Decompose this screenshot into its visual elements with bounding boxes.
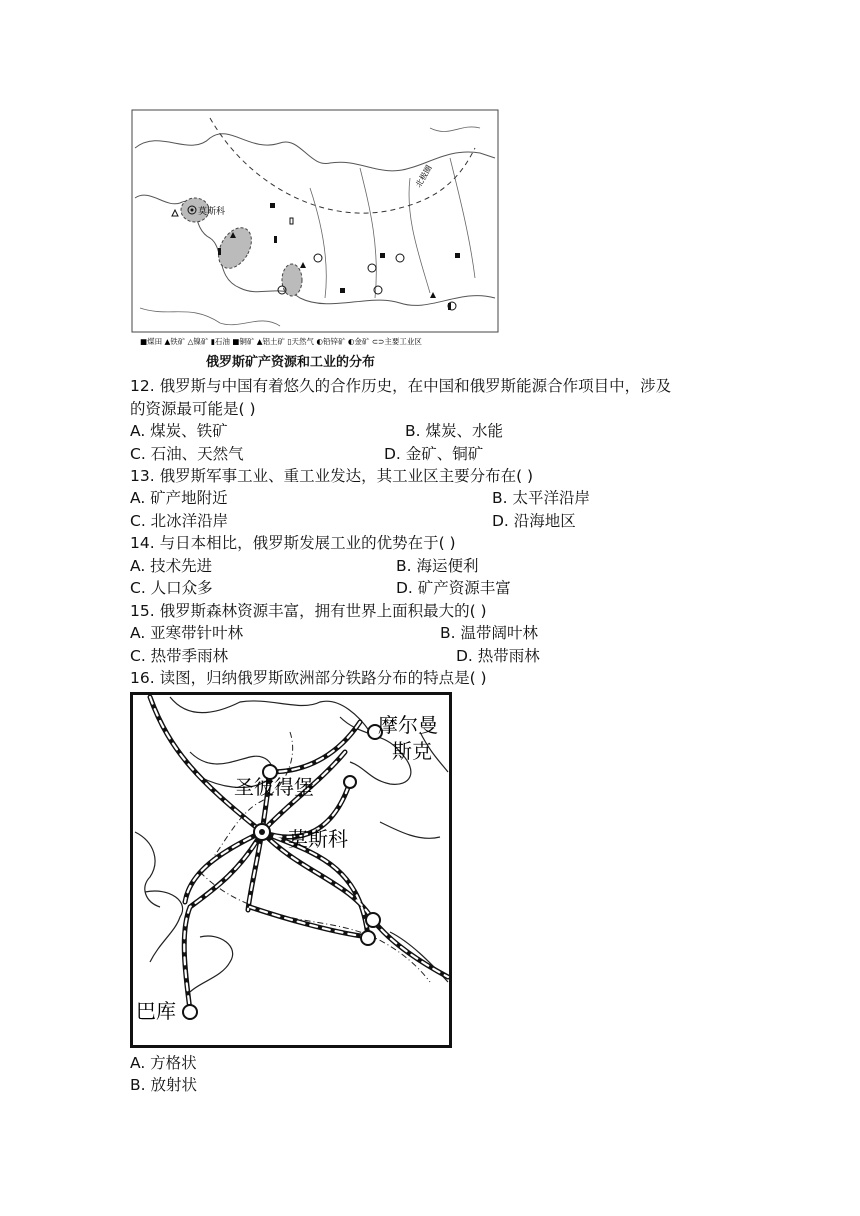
q14-stem: 14. 与日本相比，俄罗斯发展工业的优势在于( ) bbox=[130, 534, 456, 552]
q12-option-b[interactable]: B. 煤炭、水能 bbox=[405, 422, 503, 440]
map1-legend: ■煤田 ▲铁矿 △镍矿 ▮石油 ■铜矿 ▲铝土矿 ▯天然气 ◐铅锌矿 ◐金矿 ⊂⊃主要工业区 bbox=[140, 337, 422, 346]
q14-option-b[interactable]: B. 海运便利 bbox=[396, 557, 479, 575]
q13-option-d[interactable]: D. 沿海地区 bbox=[492, 512, 576, 530]
q14-option-d[interactable]: D. 矿产资源丰富 bbox=[396, 579, 511, 597]
label-spb: 圣彼得堡 bbox=[234, 775, 314, 799]
q15-option-d[interactable]: D. 热带雨林 bbox=[456, 647, 540, 665]
q13-stem: 13. 俄罗斯军事工业、重工业发达，其工业区主要分布在( ) bbox=[130, 467, 534, 485]
q12-option-a[interactable]: A. 煤炭、铁矿 bbox=[130, 422, 228, 440]
railway-map bbox=[130, 692, 452, 1048]
mineral-map bbox=[130, 108, 500, 358]
map1-arctic-label: 北极圈 bbox=[413, 163, 434, 189]
q13-option-a[interactable]: A. 矿产地附近 bbox=[130, 489, 228, 507]
railway-map-graphic bbox=[130, 692, 452, 1048]
q16-option-a[interactable]: A. 方格状 bbox=[130, 1054, 197, 1072]
q14-option-c[interactable]: C. 人口众多 bbox=[130, 579, 213, 597]
q15-option-c[interactable]: C. 热带季雨林 bbox=[130, 647, 229, 665]
map1-caption: 俄罗斯矿产资源和工业的分布 bbox=[206, 355, 376, 370]
q13-option-b[interactable]: B. 太平洋沿岸 bbox=[492, 489, 590, 507]
label-murmansk-1: 摩尔曼 bbox=[378, 713, 438, 737]
q15-option-b[interactable]: B. 温带阔叶林 bbox=[440, 624, 538, 642]
label-moscow: 莫斯科 bbox=[288, 827, 348, 851]
baku-marker bbox=[183, 1005, 197, 1019]
label-murmansk-2: 斯克 bbox=[392, 739, 432, 763]
q12-option-c[interactable]: C. 石油、天然气 bbox=[130, 445, 244, 463]
q15-option-a[interactable]: A. 亚寒带针叶林 bbox=[130, 624, 244, 642]
label-baku: 巴库 bbox=[136, 999, 176, 1023]
q14-option-a[interactable]: A. 技术先进 bbox=[130, 557, 213, 575]
q15-stem: 15. 俄罗斯森林资源丰富，拥有世界上面积最大的( ) bbox=[130, 602, 487, 620]
q16-stem: 16. 读图，归纳俄罗斯欧洲部分铁路分布的特点是( ) bbox=[130, 669, 487, 687]
mineral-map-graphic bbox=[130, 108, 500, 358]
q12-stem-line2: 的资源最可能是( ) bbox=[130, 400, 256, 418]
map1-moscow-label: 莫斯科 bbox=[198, 207, 226, 217]
q12-stem-line1: 12. 俄罗斯与中国有着悠久的合作历史，在中国和俄罗斯能源合作项目中，涉及 bbox=[130, 377, 672, 395]
q16-option-b[interactable]: B. 放射状 bbox=[130, 1076, 197, 1094]
q12-option-d[interactable]: D. 金矿、铜矿 bbox=[384, 445, 484, 463]
q13-option-c[interactable]: C. 北冰洋沿岸 bbox=[130, 512, 229, 530]
